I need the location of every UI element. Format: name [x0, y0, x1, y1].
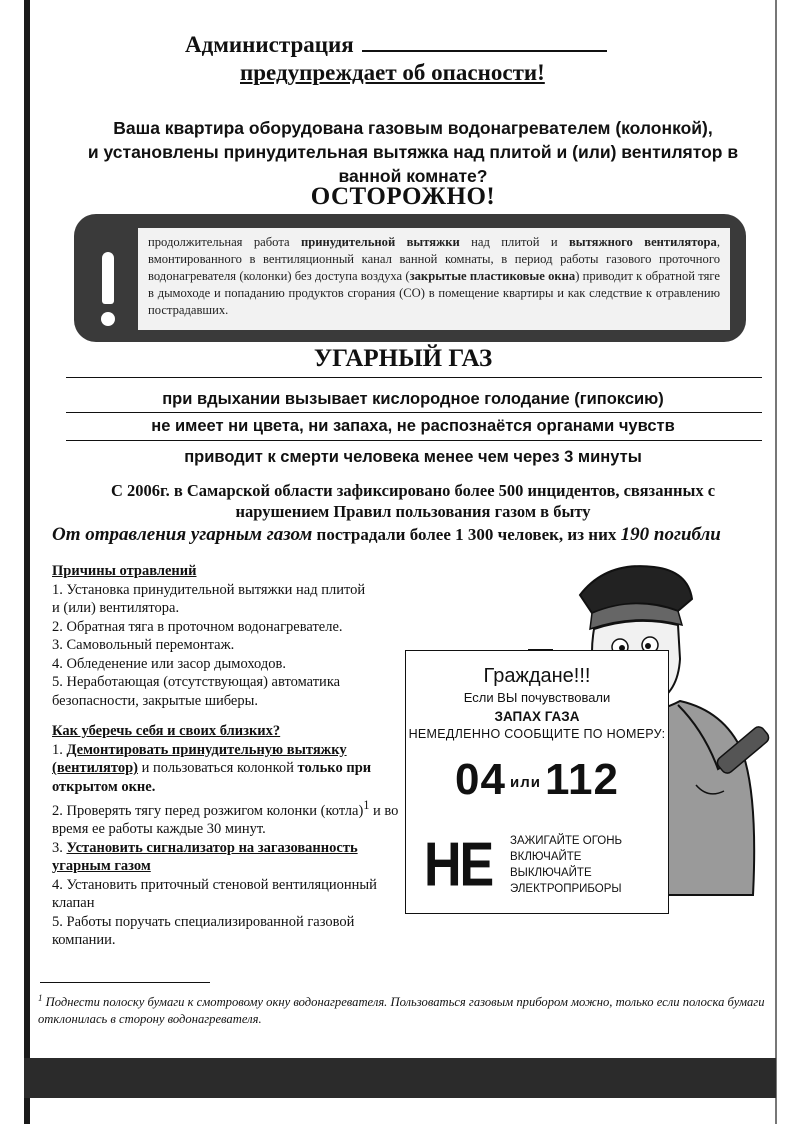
causes-item: 2. Обратная тяга в проточном водонагревателе. [52, 618, 343, 635]
sign-no-item: ВЫКЛЮЧАЙТЕ [510, 867, 592, 879]
gas-notice-sign [405, 650, 669, 914]
victims-line [52, 524, 776, 546]
sign-no: НЕ [424, 830, 493, 900]
scan-left-edge [24, 0, 30, 1124]
co-title: УГАРНЫЙ ГАЗ [313, 345, 493, 372]
divider [66, 440, 762, 441]
warning-text-bold: вытяжного вентилятора [569, 235, 717, 249]
protect-num: 3. [52, 839, 67, 856]
warning-text-part: над плитой и [459, 235, 569, 249]
sign-no-item: ВКЛЮЧАЙТЕ [510, 851, 582, 863]
stats-block [60, 480, 766, 522]
causes-item: 3. Самовольный перемонтаж. [52, 637, 235, 653]
protect-text: 2. Проверять тягу перед розжигом колонки (котла) [52, 802, 364, 819]
footnote-mark: 1 [38, 993, 43, 1003]
protect-item-3 [52, 839, 402, 876]
admin-blank-line [362, 32, 607, 52]
co-fact: не имеет ни цвета, ни запаха, не распознаётся органами чувств [151, 417, 675, 435]
warning-text-bold: закрытые пластиковые окна [409, 269, 576, 283]
protect-section [52, 722, 402, 950]
warning-text-part: ) приводит к обратной тяге в дымоходе и попаданию продуктов сгорания (СО) в помещение квартиры и как следствие к отравлению пострадавших. [148, 269, 720, 317]
sign-report: НЕМЕДЛЕННО СООБЩИТЕ ПО НОМЕРУ: [408, 727, 666, 741]
stats-line: нарушением Правил пользования газом в быту [235, 502, 591, 521]
warning-text [138, 228, 730, 330]
protect-item-2 [52, 796, 402, 839]
sign-phone-numbers [406, 755, 668, 805]
causes-item: безопасности, закрытые шиберы. [52, 692, 258, 709]
phone-number-112: 112 [544, 755, 619, 804]
victims-italic: 190 погибли [620, 524, 721, 545]
footnote [38, 990, 768, 1028]
causes-item: 5. Неработающая (отсутствующая) автоматика [52, 674, 341, 690]
protect-num: 1. [52, 741, 67, 758]
divider [66, 377, 762, 378]
question-line: ванной комнате? [338, 166, 488, 186]
causes-title: Причины отравлений [52, 563, 197, 579]
divider [66, 412, 762, 413]
question-block [60, 116, 766, 188]
protect-item-4: 4. Установить приточный стеновой вентиляционный клапан [52, 876, 377, 912]
question-line: Ваша квартира оборудована газовым водонагревателем (колонкой), [113, 118, 713, 138]
footnote-text: Поднести полоску бумаги к смотровому окну водонагревателя. Пользоваться газовым прибором можно, только если полоска бумаги отклонилась в сторону водонагревателя. [38, 995, 765, 1027]
protect-text: и пользоваться колонкой [137, 760, 298, 776]
causes-section [52, 562, 402, 710]
exclamation-icon [96, 252, 124, 330]
protect-underlined: Демонтировать принудительную вытяжку (вентилятор) [52, 741, 347, 776]
scan-bottom-band [24, 1058, 776, 1098]
admin-heading [185, 32, 607, 58]
sign-do-not [424, 829, 654, 899]
co-fact: приводит к смерти человека менее чем через 3 минуты [184, 448, 642, 466]
sign-no-item: ЗАЖИГАЙТЕ ОГОНЬ [510, 835, 623, 847]
warning-text-part: продолжительная работа [148, 235, 301, 249]
causes-item: 4. Обледенение или засор дымоходов. [52, 655, 286, 672]
phone-number-04: 04 [455, 755, 506, 804]
protect-text: и во время ее работы каждые 30 минут. [52, 802, 399, 838]
protect-item-1 [52, 741, 402, 797]
victims-italic: От отравления угарным газом [52, 524, 313, 545]
sign-citizens: Граждане!!! [483, 665, 591, 687]
co-fact: при вдыхании вызывает кислородное голодание (гипоксию) [162, 390, 664, 408]
protect-title: Как уберечь себя и своих близких? [52, 723, 281, 739]
stats-line: С 2006г. в Самарской области зафиксировано более 500 инцидентов, связанных с [110, 481, 716, 500]
warning-box [74, 214, 746, 342]
warning-heading: предупреждает об опасности! [240, 60, 545, 85]
victims-text: пострадали более 1 300 человек, из них [312, 525, 621, 544]
warning-text-bold: принудительной вытяжки [300, 235, 460, 249]
sign-no-item: ЭЛЕКТРОПРИБОРЫ [510, 883, 622, 895]
footnote-ref: 1 [363, 798, 370, 812]
footnote-rule [40, 982, 210, 983]
protect-underlined: Установить сигнализатор на загазованность угарным газом [52, 839, 358, 875]
phone-or: или [509, 773, 541, 791]
caution-title: ОСТОРОЖНО! [310, 183, 496, 210]
admin-label: Администрация [185, 32, 354, 57]
protect-bold: только при открытом окне. [52, 760, 372, 795]
causes-item: 1. Установка принудительной вытяжки над плитой [52, 581, 366, 598]
sign-no-list [510, 833, 622, 897]
protect-item-5: 5. Работы поручать специализированной газовой компании. [52, 913, 355, 949]
warning-text-part: , вмонтированного в вентиляционный канал ванной комнаты, в период работы газового проточного водонагревателя (колонки) без доступа воздуха ( [148, 235, 721, 283]
sign-if-smell: Если ВЫ почувствовали [463, 690, 611, 705]
sign-gas-smell: ЗАПАХ ГАЗА [494, 709, 580, 724]
causes-item: и (или) вентилятора. [52, 600, 180, 616]
question-line: и установлены принудительная вытяжка над плитой и (или) вентилятор в [87, 142, 739, 162]
